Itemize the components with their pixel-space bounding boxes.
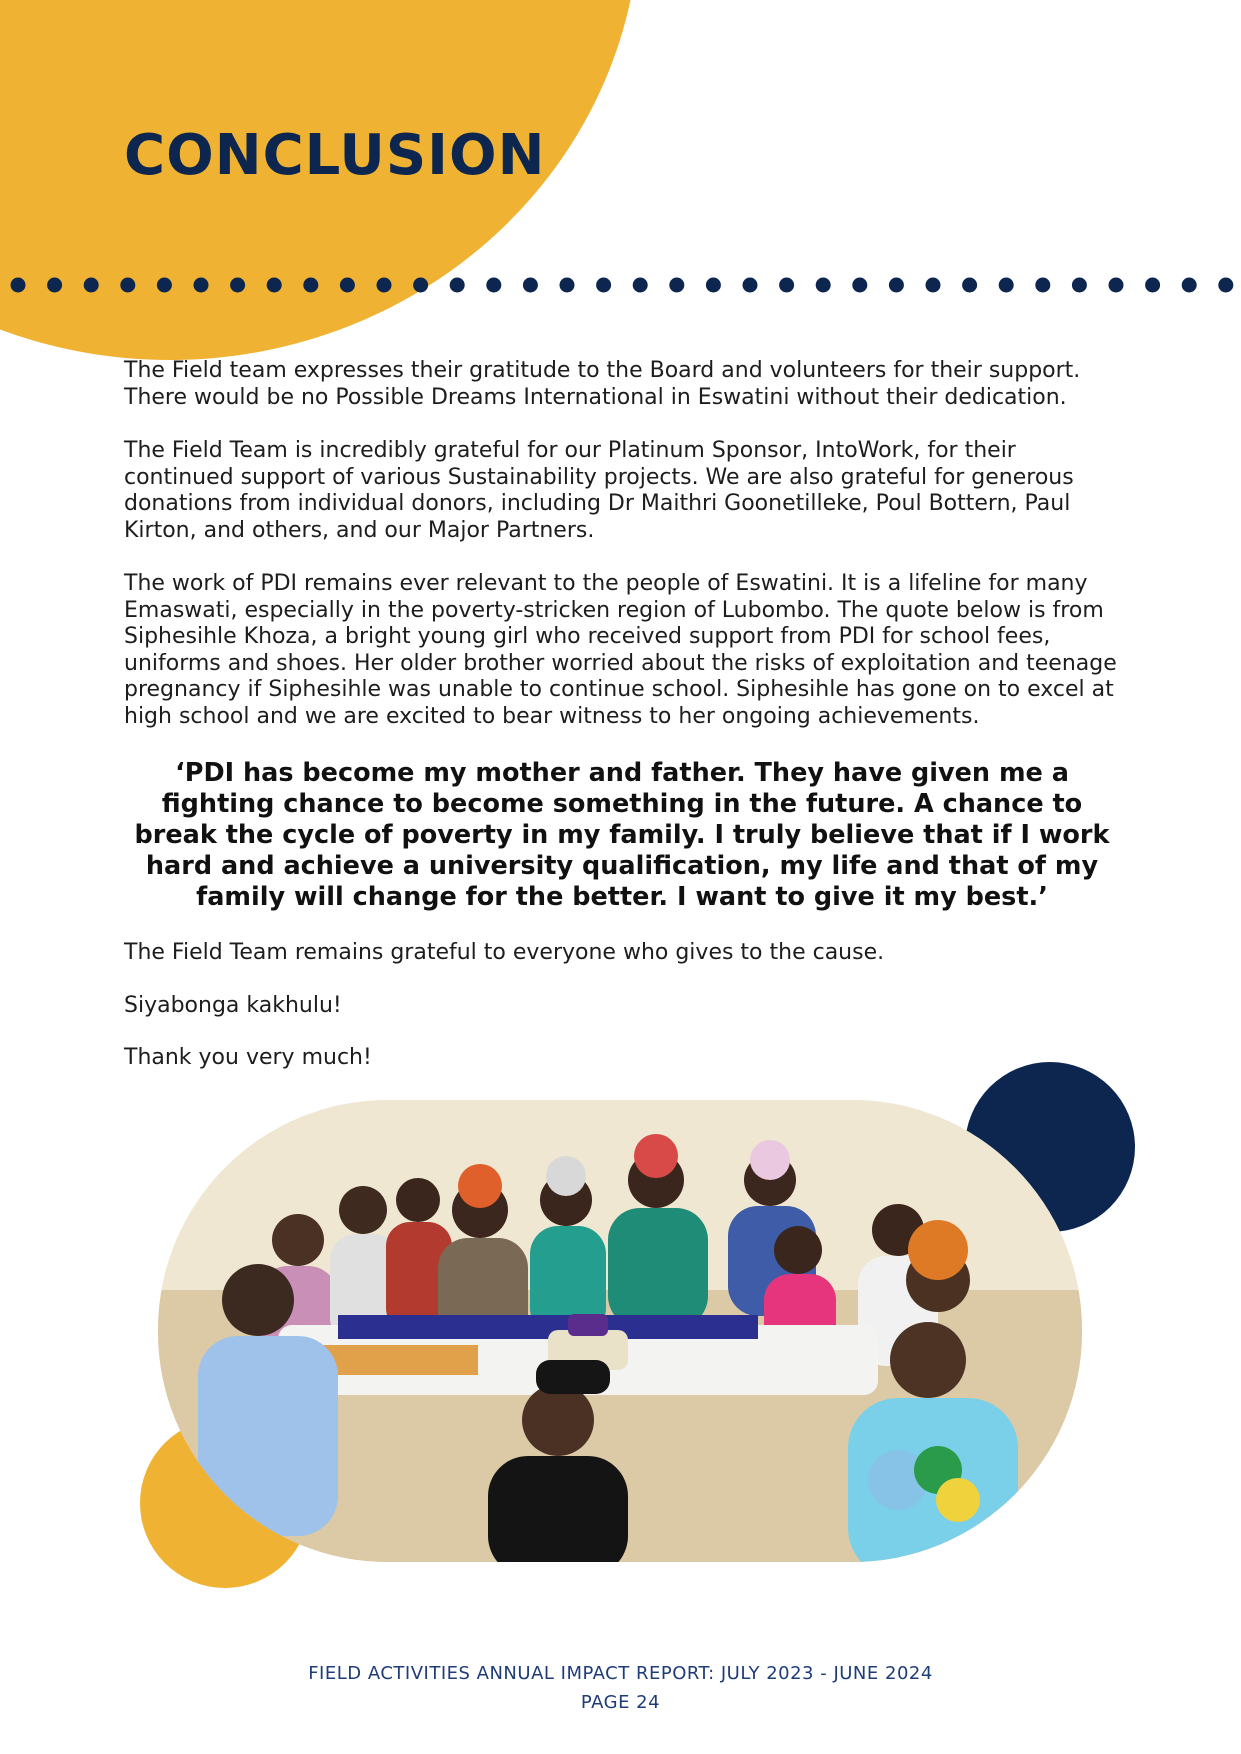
body-text	[124, 358, 1124, 757]
divider-dot	[596, 278, 611, 293]
divider-dot	[413, 278, 428, 293]
paragraph-gratitude: The Field team expresses their gratitude to the Board and volunteers for their support. There would be no Possible Dreams International in Eswatini without their dedication.	[124, 358, 1081, 410]
divider-dot	[1218, 278, 1233, 293]
group-photo-illustration	[158, 1100, 1082, 1562]
divider-dot	[11, 278, 26, 293]
page-title: CONCLUSION	[124, 123, 546, 188]
divider-dot	[1145, 278, 1160, 293]
divider-dot	[560, 278, 575, 293]
divider-dot	[962, 278, 977, 293]
divider-dot	[47, 278, 62, 293]
divider-dot	[633, 278, 648, 293]
divider-dot	[1072, 278, 1087, 293]
divider-dot	[450, 278, 465, 293]
closing-line-grateful: The Field Team remains grateful to everyone who gives to the cause.	[124, 940, 885, 965]
paragraph-pdi-work: The work of PDI remains ever relevant to the people of Eswatini. It is a lifeline for many Emaswati, especially in the poverty-stricken region of Lubombo. The quote below is from Siphesihle Khoza, a bright young girl who received support from PDI for school fees, uniforms and shoes. Her older brother worried about the risks of exploitation and teenage pregnancy if Siphesihle was unable to continue school. Siphesihle has gone on to excel at high school and we are excited to bear witness to her ongoing achievements.	[124, 571, 1117, 729]
divider-dot	[157, 278, 172, 293]
divider-dot	[120, 278, 135, 293]
closing-line-thank-you: Thank you very much!	[124, 1045, 372, 1070]
divider-dot	[852, 278, 867, 293]
footer-report-title: FIELD ACTIVITIES ANNUAL IMPACT REPORT: JULY 2023 - JUNE 2024	[308, 1663, 933, 1684]
divider-dot	[1035, 278, 1050, 293]
divider-dot	[669, 278, 684, 293]
divider-dot	[889, 278, 904, 293]
divider-dot	[377, 278, 392, 293]
divider-dot	[523, 278, 538, 293]
divider-dot	[779, 278, 794, 293]
divider-dot	[486, 278, 501, 293]
divider-dot	[84, 278, 99, 293]
divider-dot	[999, 278, 1014, 293]
paragraph-sponsors: The Field Team is incredibly grateful for our Platinum Sponsor, IntoWork, for their continued support of various Sustainability projects. We are also grateful for generous donations from individual donors, including Dr Maithri Goonetilleke, Poul Bottern, Paul Kirton, and others, and our Major Partners.	[124, 438, 1074, 543]
divider-dot	[230, 278, 245, 293]
divider-dot	[1109, 278, 1124, 293]
divider-dot	[816, 278, 831, 293]
divider-dot	[706, 278, 721, 293]
divider-dot	[743, 278, 758, 293]
dotted-divider	[0, 270, 1241, 300]
divider-dot	[194, 278, 209, 293]
divider-dot	[1182, 278, 1197, 293]
divider-dot	[340, 278, 355, 293]
divider-dot	[267, 278, 282, 293]
divider-dot	[926, 278, 941, 293]
footer-page-number: PAGE 24	[580, 1692, 661, 1713]
quote-block: ‘PDI has become my mother and father. They have given me a fighting chance to become something in the future. A chance to break the cycle of poverty in my family. I truly believe that if I work hard and achieve a university qualification, my life and that of my family will change for the better. I want to give it my best.’	[134, 758, 1110, 912]
group-photo	[158, 1100, 1082, 1562]
closing-line-siyabonga: Siyabonga kakhulu!	[124, 992, 342, 1018]
divider-dot	[303, 278, 318, 293]
closing-text	[124, 940, 1124, 1098]
